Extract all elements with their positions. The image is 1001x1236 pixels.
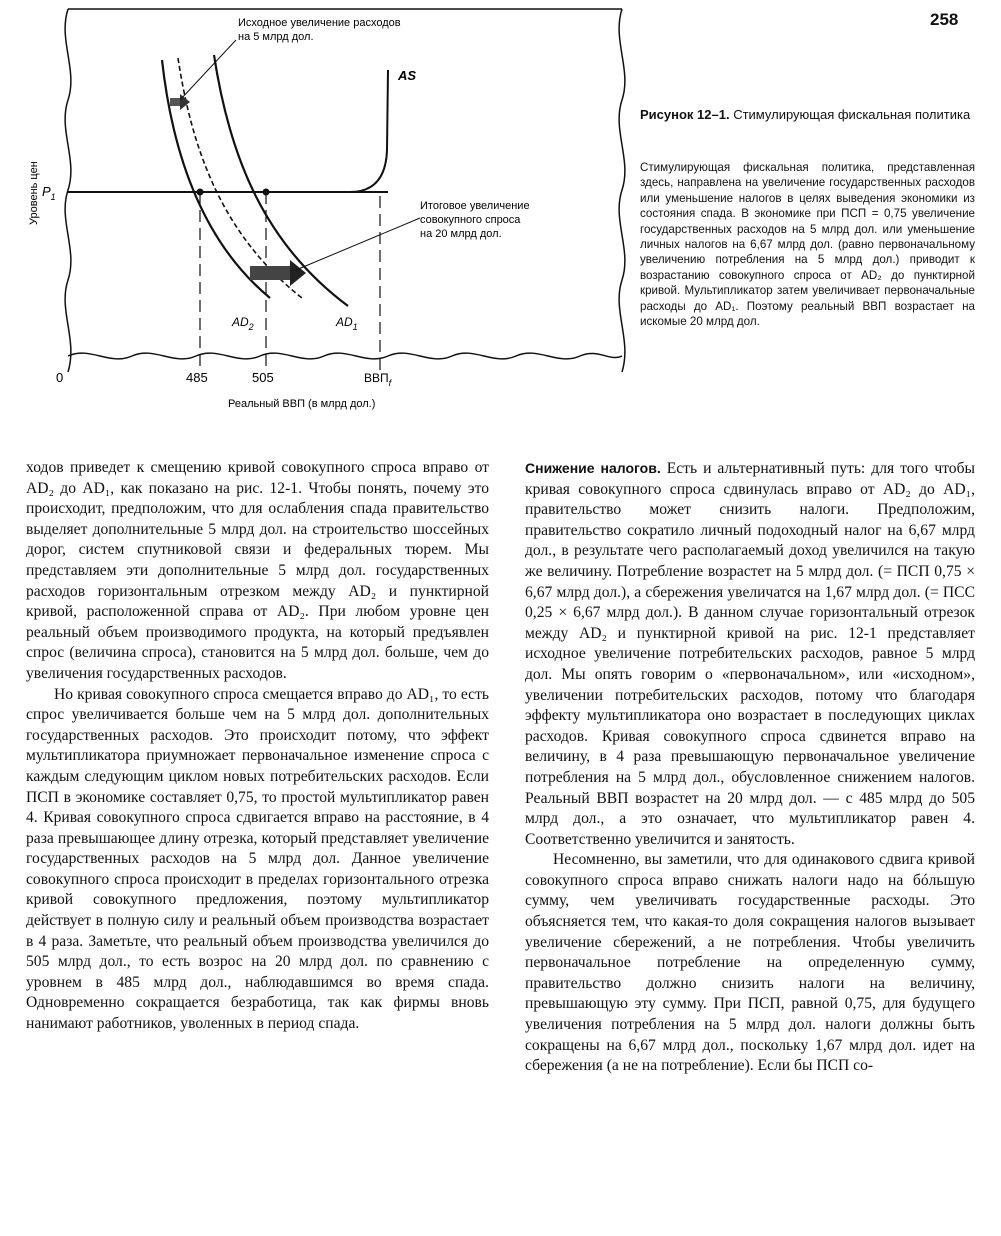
ad2-label: AD [232,315,249,329]
leader-top [180,40,236,100]
x-tick-gdpf-subscript: f [388,378,392,388]
x-tick-gdpf: ВВП [364,371,389,385]
p1-subscript: 1 [50,192,56,202]
annotation-right-line2: совокупного спроса [420,214,521,226]
caption-label: Рисунок 12–1. [640,107,730,122]
caption-body: Стимулирующая фискальная политика, представленная здесь, направлена на увеличение государственных расходов или уменьшение налогов в целях выведения экономики из состояния спада. В экономике при ПСП = 0,75 увеличение государственных расходов на 5 млрд дол. или уменьшение личных налогов на 6,67 млрд дол. (равно первоначальному увеличению потребления на 5 млрд дол.) приводит к возрастанию совокупного спроса от AD₂ до пунктирной кривой. Мультипликатор затем увеличивает первоначальные расходы до AD₁. Поэтому реальный ВВП возрастает на искомые 20 млрд дол. [640,161,975,329]
right-paragraph-2: Несомненно, вы заметили, что для одинакового сдвига кривой совокупного спроса вправо снижать налоги надо на бóльшую сумму, чем увеличивать государственные расходы. Это объясняется тем, что какая-то доля сокращения налогов вызывает увеличение сбережений, а не потребления. Чтобы увеличить первоначальное потребление на определенную сумму, правительство должно снизить налоги на величину, превышающую эту сумму. При ПСП, равной 0,75, для будущего увеличения потребления на 5 млрд дол. налоги должны быть сокращены на 6,67 млрд дол., поскольку 1,67 млрд дол. идет на сбережения (а не на потребление). Если бы ПСП со- [525,851,975,1075]
frame-bottom-wavy [68,353,622,359]
frame-left-wavy [65,9,71,372]
svg-text:P1 [42,184,56,202]
total-increase-arrow [250,260,306,286]
ad1-label: AD [336,315,353,329]
right-paragraph-1-text: Есть и альтернативный путь: для того чтобы кривая совокупного спроса сдвинулась вправо от AD₂ до AD₁, правительство может снизить налоги. Предположим, правительство сократило личный подоходный налог на 6,67 млрд дол., в результате чего располагаемый доход увеличился на такую же величину. Потребление возрастет на 5 млрд дол. (= ПСП 0,75 × 6,67 млрд дол.), а сбережения увеличатся на 1,67 млрд дол. (= ПСС 0,25 × 6,67 млрд дол.). В данном случае горизонтальный отрезок между AD₂ и пунктирной кривой на рис. 12-1 представляет исходное увеличение потребительских расходов, равное 5 млрд дол. Мы опять говорим о «первоначальном», или «исходном», увеличении потребительских расходов, потому что благодаря эффекту мультипликатора оно возрастает в последующих циклах расходов. Кривая совокупного спроса сдвинется вправо на величину, в 4 раза превышающую первоначальное увеличение потребления на 5 млрд дол., обусловленное снижением налогов. Реальный ВВП возрастет на 20 млрд дол. — с 485 млрд до 505 млрд дол., а это означает, что мультипликатор равен 4. Соответственно увеличится и занятость. [525,460,975,848]
svg-text:AD2 [231,315,254,332]
right-paragraph-1 [525,458,975,850]
left-paragraph-2: Но кривая совокупного спроса смещается вправо до AD₁, то есть спрос увеличивается больше чем на 5 млрд дол. дополнительных государственных расходов. Это происходит потому, что эффект мультипликатора приумножает первоначальное изменение спроса с каждым следующим циклом новых потребительских расходов. Если ПСП в экономике составляет 0,75, то простой мультипликатор равен 4. Кривая совокупного спроса сдвигается вправо на расстояние, в 4 раза превышающее длину отрезка, который представляет увеличение государственных расходов на 5 млрд дол. Данное увеличение совокупного спроса происходит в пределах горизонтального отрезка кривой совокупного предложения, поэтому мультипликатор действует в полную силу и реальный объем производства возрастает в 4 раза. Заметьте, что реальный объем производства увеличился до 505 млрд дол., то есть возрос на 20 млрд дол. по сравнению с уровнем в 485 млрд дол., наблюдавшимся во время спада. Одновременно сокращается безработица, так как фирмы вновь нанимают работников, уволенных в период спада. [26,685,489,1033]
leader-right [296,218,420,270]
x-axis-label: Реальный ВВП (в млрд дол.) [228,398,376,410]
annotation-top-line2: на 5 млрд дол. [238,31,314,43]
ad2-curve [162,60,270,298]
left-column [26,458,489,1035]
section-heading-tax-cuts: Снижение налогов. [525,460,661,476]
left-paragraph-1: ходов приведет к смещению кривой совокупного спроса вправо от AD₂ до AD₁, как показано на рис. 12-1. Чтобы понять, почему это происходит, предположим, что для ослабления спада правительство выделяет дополнительные 5 млрд дол. на строительство шоссейных дорог, систем спутниковой связи и федеральных тюрем. Мы представляем эти дополнительные 5 млрд дол. государственных расходов горизонтальным отрезком между AD₂ и пунктирной кривой, расположенной справа от AD₂. При любом уровне цен реальный объем производимого продукта, на который предъявлен спрос (величина спроса), становится на 5 млрд дол. больше, чем до увеличения государственных расходов. [26,459,489,682]
ad1-subscript: 1 [352,322,358,332]
x-tick-485: 485 [186,370,208,385]
origin-label: 0 [56,370,64,385]
frame-right-wavy [619,9,625,372]
y-axis-label: Уровень цен [28,161,40,225]
svg-text:AD1 [335,315,358,332]
x-tick-505: 505 [252,370,274,385]
equilibrium-point-485 [197,189,204,196]
equilibrium-point-505 [263,189,270,196]
p1-label: P [42,184,51,199]
as-label: AS [398,68,417,83]
annotation-top-line1: Исходное увеличение расходов [238,17,401,29]
caption-title-text: Стимулирующая фискальная политика [733,107,971,122]
dashed-ad-curve [178,58,302,298]
annotation-right-line3: на 20 млрд дол. [420,228,502,240]
annotation-right-line1: Итоговое увеличение [420,200,530,212]
svg-text:ВВПf [364,371,393,388]
page-number: 258 [930,10,959,29]
aggregate-demand-figure [0,0,630,440]
right-column [525,458,975,1077]
ad2-subscript: 2 [248,322,254,332]
figure-caption-title [640,106,985,123]
as-curve [150,70,388,192]
